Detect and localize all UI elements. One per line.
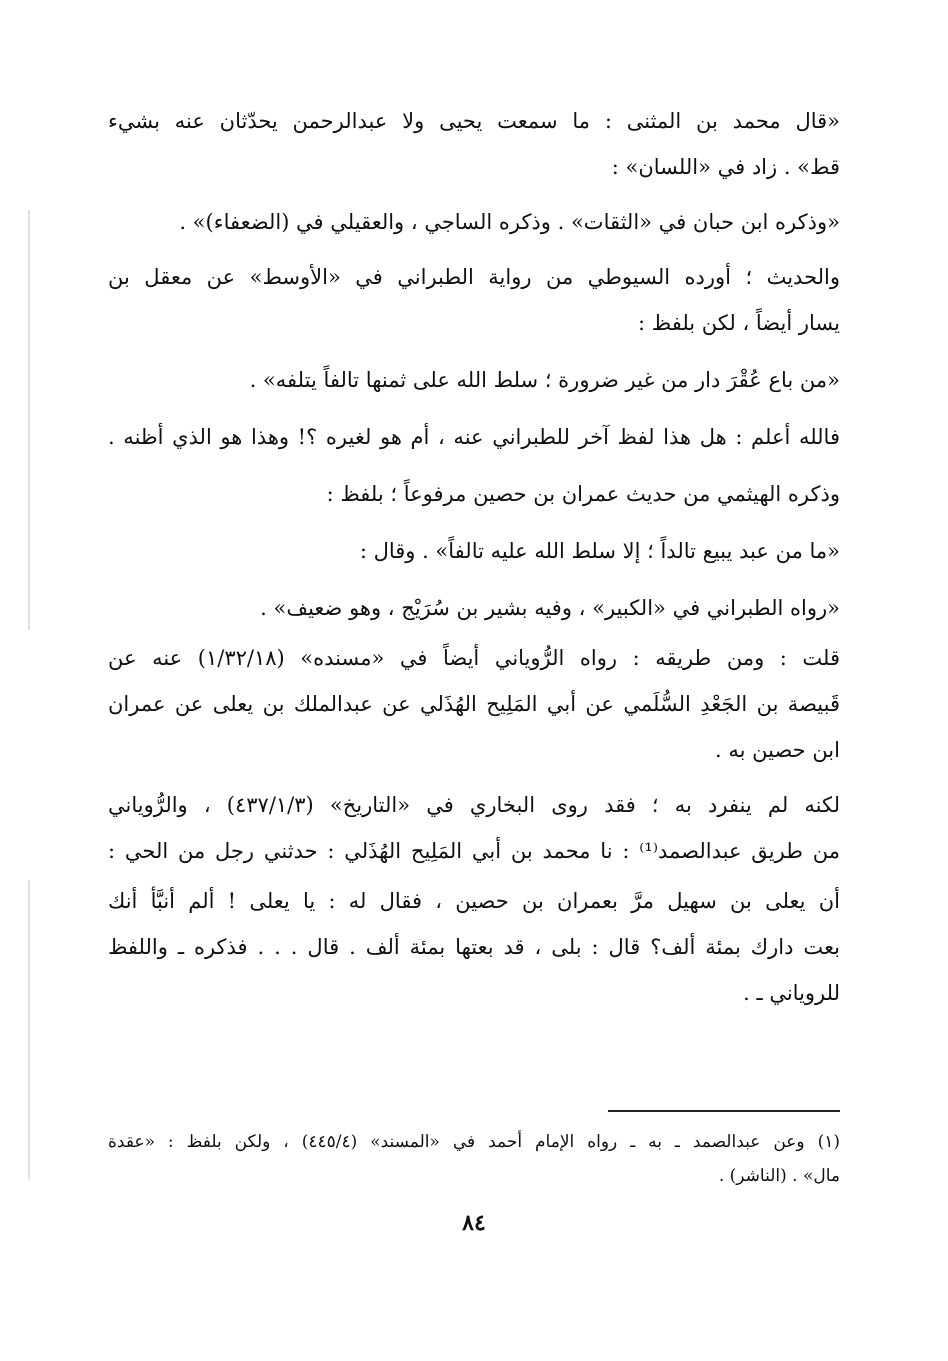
text-line: قلت : ومن طريقه : رواه الرُّوياني أيضاً في «مسنده» (١/٣٢/١٨) عنه عن (108, 646, 840, 670)
text-line: «ما من عبد يبيع تالداً ؛ إلا سلط الله عليه تالفاً» . وقال : (359, 539, 840, 563)
text-line: يسار أيضاً ، لكن بلفظ : (638, 311, 840, 335)
text-line: «رواه الطبراني في «الكبير» ، وفيه بشير بن سُرَيْج ، وهو ضعيف» . (260, 596, 840, 620)
scan-margin-mark (28, 210, 30, 630)
text-line: فالله أعلم : هل هذا لفظ آخر للطبراني عنه ، أم هو لغيره ؟! وهذا هو الذي أظنه . (108, 425, 840, 449)
text-line: للروياني ـ . (743, 981, 840, 1005)
text-line: ابن حصين به . (715, 738, 840, 762)
scan-margin-mark-lower (28, 880, 30, 1180)
text-line: أن يعلى بن سهيل مرَّ بعمران بن حصين ، فقال له : يا يعلى ! ألم أنبَّأ أنك (108, 889, 840, 913)
page-number: ٨٤ (462, 1210, 486, 1236)
text-line: «قال محمد بن المثنى : ما سمعت يحيى ولا عبدالرحمن يحدّثان عنه بشيء (108, 109, 840, 133)
text-line: لكنه لم ينفرد به ؛ فقد روى البخاري في «التاريخ» (٤٣٧/١/٣) ، والرُّوياني (108, 793, 840, 817)
text-line: قَبيصة بن الجَعْدِ السُّلَمي عن أبي المَلِيح الهُذَلي عن عبدالملك بن يعلى عن عمران (108, 692, 840, 716)
text-line: «من باع عُقْرَ دار من غير ضرورة ؛ سلط الله على ثمنها تالفاً يتلفه» . (249, 368, 840, 392)
text-line: والحديث ؛ أورده السيوطي من رواية الطبراني في «الأوسط» عن معقل بن (108, 265, 840, 289)
footnote-divider (608, 1110, 840, 1112)
main-text (108, 106, 840, 1008)
footnote-line: (١) وعن عبدالصمد ـ به ـ رواه الإمام أحمد في «المسند» (٤٤٥/٤) ، ولكن بلفظ : «عقدة (108, 1132, 840, 1152)
text-line: بعت دارك بمئة ألف؟ قال : بلى ، قد بعتها بمئة ألف . قال . . . فذكره ـ واللفظ (108, 935, 840, 959)
footnote (108, 1125, 840, 1193)
footnote-line: مال» . (الناشر) . (718, 1166, 840, 1186)
text-line: «وذكره ابن حبان في «الثقات» . وذكره الساجي ، والعقيلي في (الضعفاء)» . (179, 210, 840, 234)
text-line: وذكره الهيثمي من حديث عمران بن حصين مرفوعاً ؛ بلفظ : (326, 482, 840, 506)
text-line: من طريق عبدالصمد⁽¹⁾ : نا محمد بن أبي المَلِيح الهُذَلي : حدثني رجل من الحي : (108, 839, 840, 863)
text-line: قط» . زاد في «اللسان» : (611, 155, 840, 179)
